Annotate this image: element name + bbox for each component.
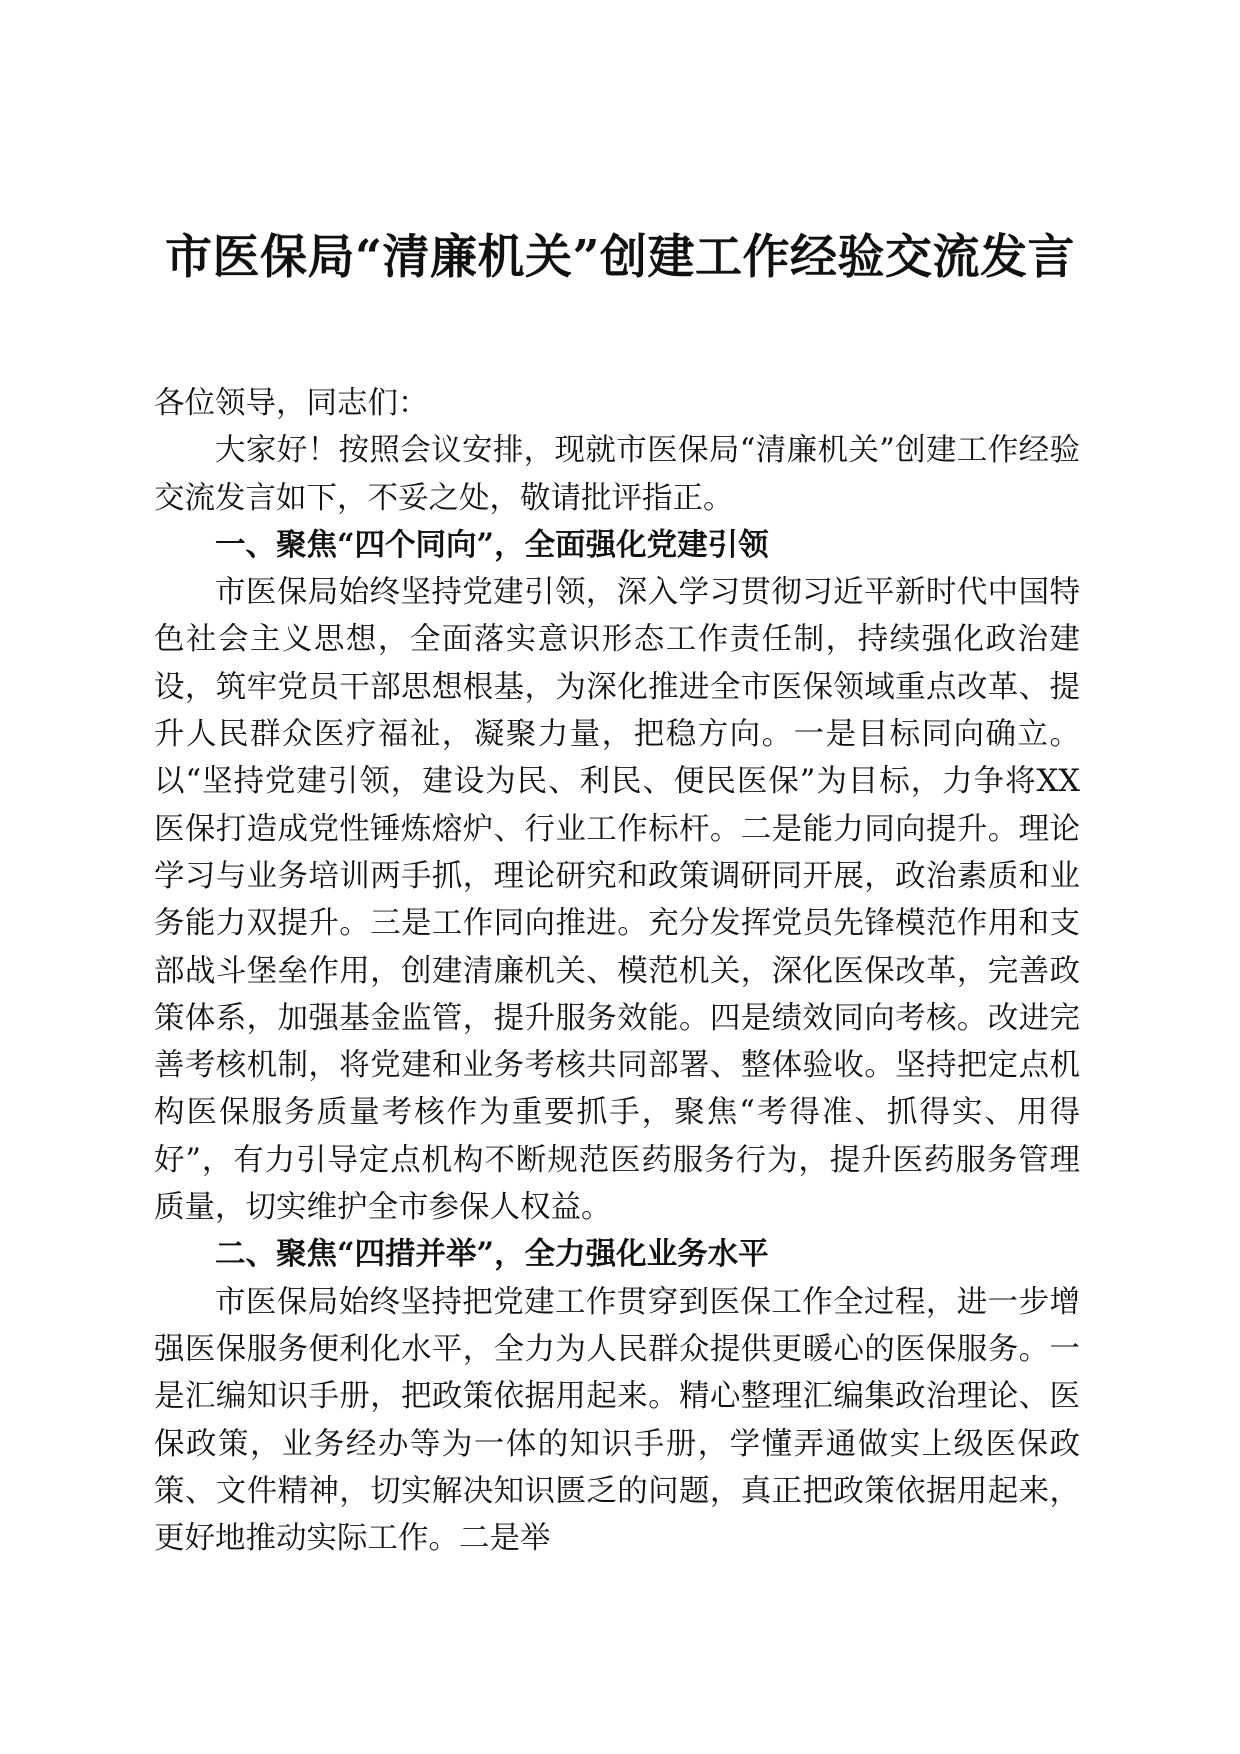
document-body	[154, 380, 1080, 1562]
intro-paragraph: 大家好！按照会议安排，现就市医保局“清廉机关”创建工作经验交流发言如下，不妥之处，敬请批评指正。	[154, 433, 1080, 516]
section-1-heading: 一、聚焦“四个同向”，全面强化党建引领	[215, 526, 769, 563]
section-1-paragraph: 市医保局始终坚持党建引领，深入学习贯彻习近平新时代中国特色社会主义思想，全面落实意识形态工作责任制，持续强化政治建设，筑牢党员干部思想根基，为深化推进全市医保领域重点改革、提升人民群众医疗福祉，凝聚力量，把稳方向。一是目标同向确立。以“坚持党建引领，建设为民、利民、便民医保”为目标，力争将XX医保打造成党性锤炼熔炉、行业工作标杆。二是能力同向提升。理论学习与业务培训两手抓，理论研究和政策调研同开展，政治素质和业务能力双提升。三是工作同向推进。充分发挥党员先锋模范作用和支部战斗堡垒作用，创建清廉机关、模范机关，深化医保改革，完善政策体系，加强基金监管，提升服务效能。四是绩效同向考核。改进完善考核机制，将党建和业务考核共同部署、整体验收。坚持把定点机构医保服务质量考核作为重要抓手，聚焦“考得准、抓得实、用得好”，有力引导定点机构不断规范医药服务行为，提升医药服务管理质量，切实维护全市参保人权益。	[154, 575, 1080, 1226]
salutation: 各位领导，同志们：	[154, 386, 429, 421]
document-title: 市医保局“清廉机关”创建工作经验交流发言	[164, 230, 1076, 285]
section-2-heading: 二、聚焦“四措并举”，全力强化业务水平	[215, 1236, 769, 1273]
section-2-paragraph: 市医保局始终坚持把党建工作贯穿到医保工作全过程，进一步增强医保服务便利化水平，全力为人民群众提供更暖心的医保服务。一是汇编知识手册，把政策依据用起来。精心整理汇编集政治理论、医保政策，业务经办等为一体的知识手册，学懂弄通做实上级医保政策、文件精神，切实解决知识匮乏的问题，真正把政策依据用起来，更好地推动实际工作。二是举	[154, 1284, 1080, 1557]
